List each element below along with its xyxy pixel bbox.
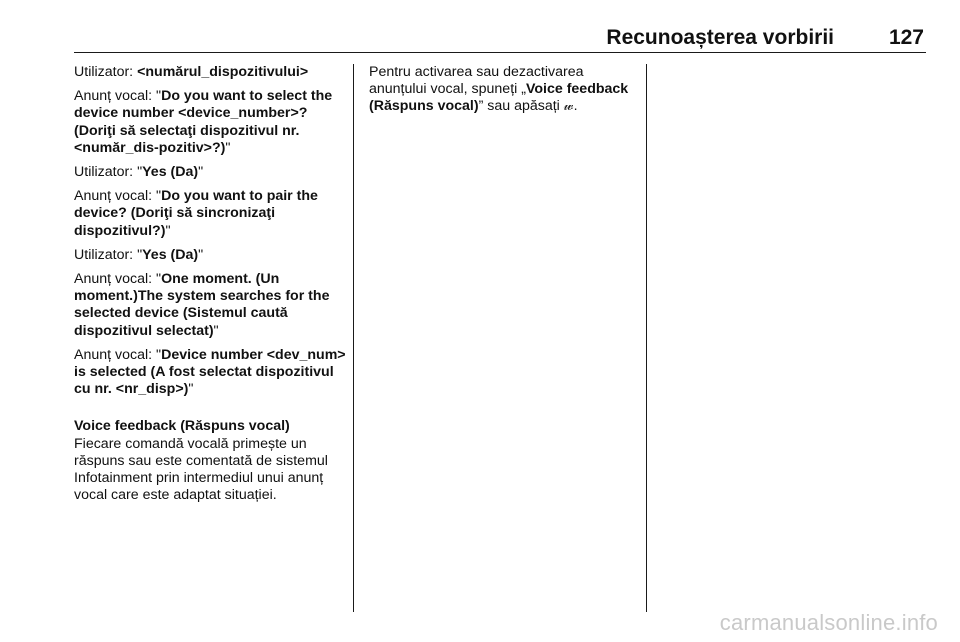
dialog-text: Yes (Da): [142, 246, 199, 263]
quote-close: ": [225, 139, 231, 156]
dialog-speaker: Anunț vocal:: [74, 346, 157, 363]
dialog-line: [74, 64, 346, 81]
quote-open: ": [137, 246, 143, 263]
paragraph-intro: Pentru activarea sau dezactivarea anunțului vocal, spuneți „: [369, 64, 584, 98]
quote-open: ": [156, 88, 162, 105]
dialog-speaker: Utilizator:: [74, 164, 138, 181]
dialog-line: [74, 247, 346, 264]
quote-close: ": [213, 322, 219, 339]
page-header: [74, 26, 926, 53]
column-divider-left: [353, 64, 354, 612]
dialog-speaker: Utilizator:: [74, 246, 138, 263]
middle-column: [369, 64, 637, 123]
watermark: carmanualsonline.info: [719, 610, 938, 635]
voice-button-icon: 𝓌: [563, 98, 574, 115]
quote-close: ": [165, 222, 171, 239]
page-number: 127: [888, 26, 924, 49]
paragraph-continuation: ” sau apăsați: [478, 98, 564, 115]
dialog-line: [74, 188, 346, 240]
dialog-text: Yes (Da): [142, 164, 199, 181]
quote-close: ": [188, 381, 194, 398]
quote-open: ": [156, 188, 162, 205]
page-title: Recunoașterea vorbirii: [606, 26, 834, 49]
dialog-line: [74, 271, 346, 340]
quote-close: ": [198, 246, 204, 263]
dialog-text: Device number <dev_num> is selected (A fost selectat dispozitivul cu nr. <nr_disp>): [74, 346, 346, 398]
quote-open: ": [156, 346, 162, 363]
dialog-text: One moment. (Un moment.)The system searches for the selected device (Sistemul caută dispozitivul selectat): [74, 271, 330, 339]
dialog-line: [74, 347, 346, 399]
left-column: [74, 64, 346, 511]
quote-close: ": [198, 164, 204, 181]
dialog-speaker: Anunț vocal:: [74, 188, 157, 205]
paragraph-end: .: [573, 98, 578, 115]
quote-open: ": [156, 271, 162, 288]
quote-open: ": [137, 164, 143, 181]
dialog-speaker: Anunț vocal:: [74, 271, 157, 288]
dialog-text: <numărul_dispozitivului>: [137, 64, 309, 80]
column-divider-right: [646, 64, 647, 612]
dialog-text: Do you want to pair the device? (Doriţi să sincronizaţi dispozitivul?): [74, 188, 318, 239]
dialog-speaker: Utilizator:: [74, 64, 138, 80]
dialog-line: [74, 88, 346, 157]
voice-feedback-paragraph: [369, 64, 637, 116]
section-heading: Voice feedback (Răspuns vocal): [74, 418, 290, 435]
section-body: Fiecare comandă vocală primește un răspuns sau este comentată de sistemul Infotainment prin intermediul unui anunț vocal care este adaptat situației.: [74, 435, 328, 504]
dialog-line: [74, 164, 346, 181]
voice-command: Voice feedback (Răspuns vocal): [369, 81, 629, 115]
dialog-speaker: Anunț vocal:: [74, 88, 157, 105]
dialog-text: Do you want to select the device number <device_number>? (Doriţi să selectaţi dispozitivul nr. <număr_dis-pozitiv>?): [74, 88, 333, 156]
